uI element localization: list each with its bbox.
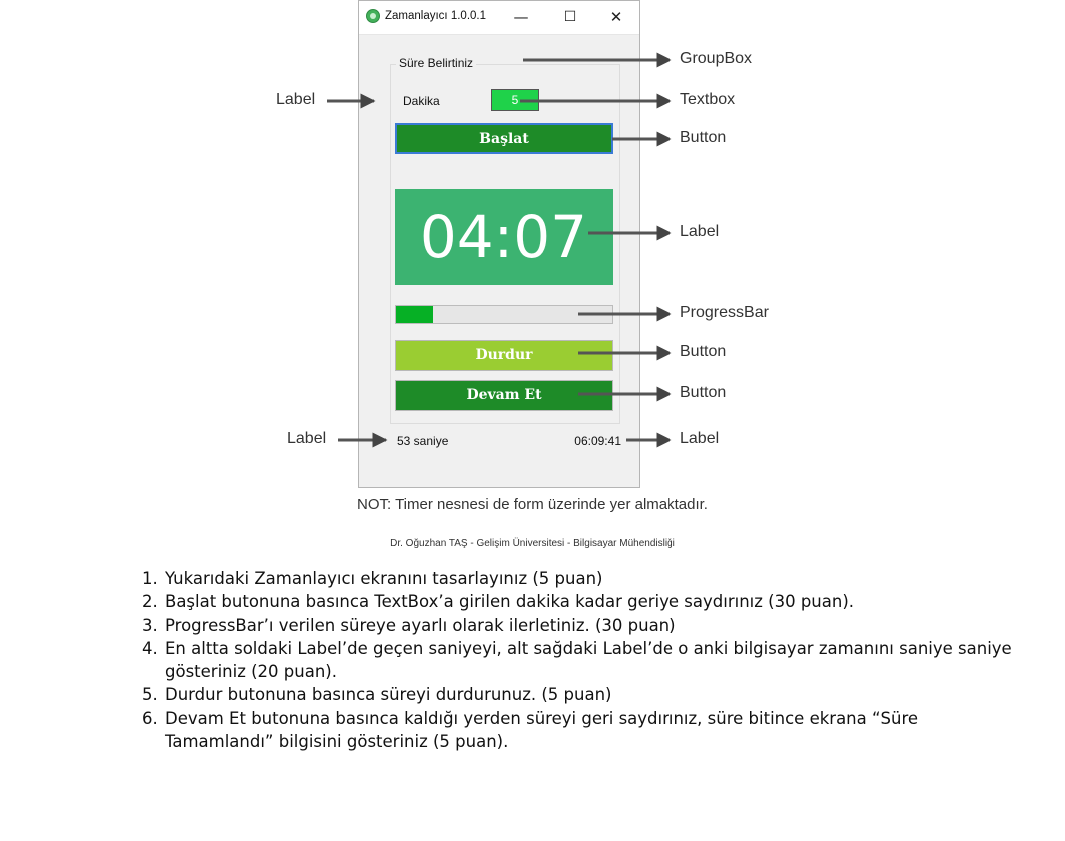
stop-button[interactable]: Durdur <box>395 340 613 371</box>
annotation-label-elapsed: Label <box>287 430 327 447</box>
task-item: 3. ProgressBar’ı verilen süreye ayarlı olarak ilerletiniz. (30 puan) <box>163 614 1023 637</box>
annotation-label-clock: Label <box>680 430 720 447</box>
window-title: Zamanlayıcı 1.0.0.1 <box>385 10 486 22</box>
annotation-groupbox: GroupBox <box>680 50 753 67</box>
annotation-button-start: Button <box>680 129 727 146</box>
maximize-button[interactable]: ☐ <box>563 9 577 25</box>
annotation-button-stop: Button <box>680 343 727 360</box>
start-button[interactable]: Başlat <box>395 123 613 154</box>
close-button[interactable]: ✕ <box>609 8 623 26</box>
task-item: 5. Durdur butonuna basınca süreyi durdurunuz. (5 puan) <box>163 683 1023 706</box>
annotation-textbox: Textbox <box>680 91 736 108</box>
task-list <box>127 567 1023 753</box>
annotation-label-timer: Label <box>680 223 720 240</box>
task-item: 2. Başlat butonuna basınca TextBox’a girilen dakika kadar geriye saydırınız (30 puan). <box>163 590 1023 613</box>
annotation-progressbar: ProgressBar <box>680 304 769 321</box>
groupbox-title: Süre Belirtiniz <box>396 56 476 70</box>
minutes-label: Dakika <box>403 94 440 108</box>
current-time-label: 06:09:41 <box>574 434 621 448</box>
task-item: 4. En altta soldaki Label’de geçen saniyeyi, alt sağdaki Label’de o anki bilgisayar zamanını saniye saniye gösteriniz (20 puan). <box>163 637 1023 684</box>
resume-button[interactable]: Devam Et <box>395 380 613 411</box>
timer-note: NOT: Timer nesnesi de form üzerinde yer almaktadır. <box>357 496 708 513</box>
annotation-button-resume: Button <box>680 384 727 401</box>
author-line: Dr. Oğuzhan TAŞ - Gelişim Üniversitesi - Bilgisayar Mühendisliği <box>390 538 675 549</box>
annotation-label-dakika: Label <box>276 91 316 108</box>
minimize-button[interactable]: — <box>513 8 529 26</box>
elapsed-seconds-label: 53 saniye <box>397 434 449 448</box>
task-item: 6. Devam Et butonuna basınca kaldığı yerden süreyi geri saydırınız, süre bitince ekrana “Süre Tamamlandı” bilgisini gösteriniz (5 puan). <box>163 707 1023 754</box>
countdown-display: 04:07 <box>395 189 613 285</box>
task-item: 1. Yukarıdaki Zamanlayıcı ekranını tasarlayınız (5 puan) <box>163 567 1023 590</box>
